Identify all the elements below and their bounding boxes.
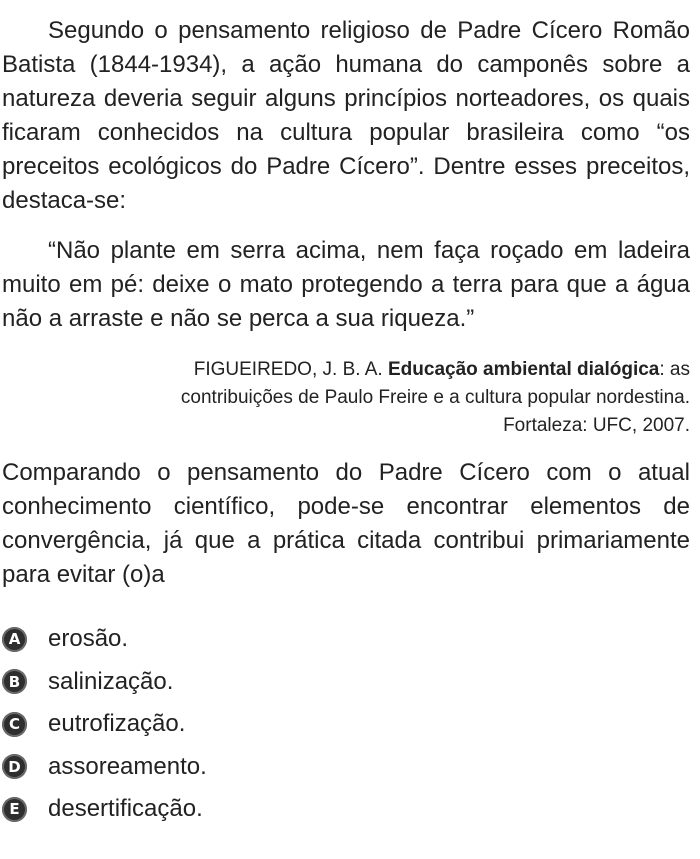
option-a-letter-badge: A — [2, 627, 27, 652]
option-c-letter-badge: C — [2, 712, 27, 737]
option-b-letter-badge: B — [2, 669, 27, 694]
option-c-text: eutrofização. — [48, 710, 186, 738]
intro-paragraph: Segundo o pensamento religioso de Padre Cícero Romão Batista (1844-1934), a ação humana do camponês sobre a natureza deveria seguir alguns princípios norteadores, os quais ficaram conhecidos na cultura popular brasileira como “os preceitos ecológicos do Padre Cícero”. Dentre esses preceitos, destaca-se: — [2, 17, 690, 214]
question-stem: Comparando o pensamento do Padre Cícero com o atual conhecimento científico, pode-se encontrar elementos de convergência, já que a prática citada contribui primariamente para evitar (o)a — [2, 459, 690, 588]
option-e[interactable] — [2, 788, 690, 831]
option-d-text: assoreamento. — [48, 752, 207, 780]
option-c[interactable] — [2, 703, 690, 746]
citation-book-title: Educação ambiental dialógica — [388, 359, 660, 380]
citation-line-3: Fortaleza: UFC, 2007. — [503, 415, 690, 436]
citation-line-1 — [2, 356, 690, 384]
citation-line-2: contribuições de Paulo Freire e a cultura popular nordestina. — [180, 387, 690, 408]
option-e-letter-badge: E — [2, 797, 27, 822]
answer-options — [2, 618, 690, 831]
option-a[interactable] — [2, 618, 690, 661]
option-d[interactable] — [2, 746, 690, 789]
quote-paragraph: “Não plante em serra acima, nem faça roçado em ladeira muito em pé: deixe o mato protegendo a terra para que a água não a arraste e não se perca a sua riqueza.” — [2, 237, 690, 332]
option-a-text: erosão. — [48, 625, 129, 653]
option-e-text: desertificação. — [48, 795, 203, 823]
option-b-text: salinização. — [48, 667, 174, 695]
citation-authors: FIGUEIREDO, J. B. A. — [193, 359, 388, 380]
citation-subtitle: : as — [659, 359, 690, 380]
option-b[interactable] — [2, 661, 690, 704]
citation — [2, 356, 690, 440]
option-d-letter-badge: D — [2, 754, 27, 779]
